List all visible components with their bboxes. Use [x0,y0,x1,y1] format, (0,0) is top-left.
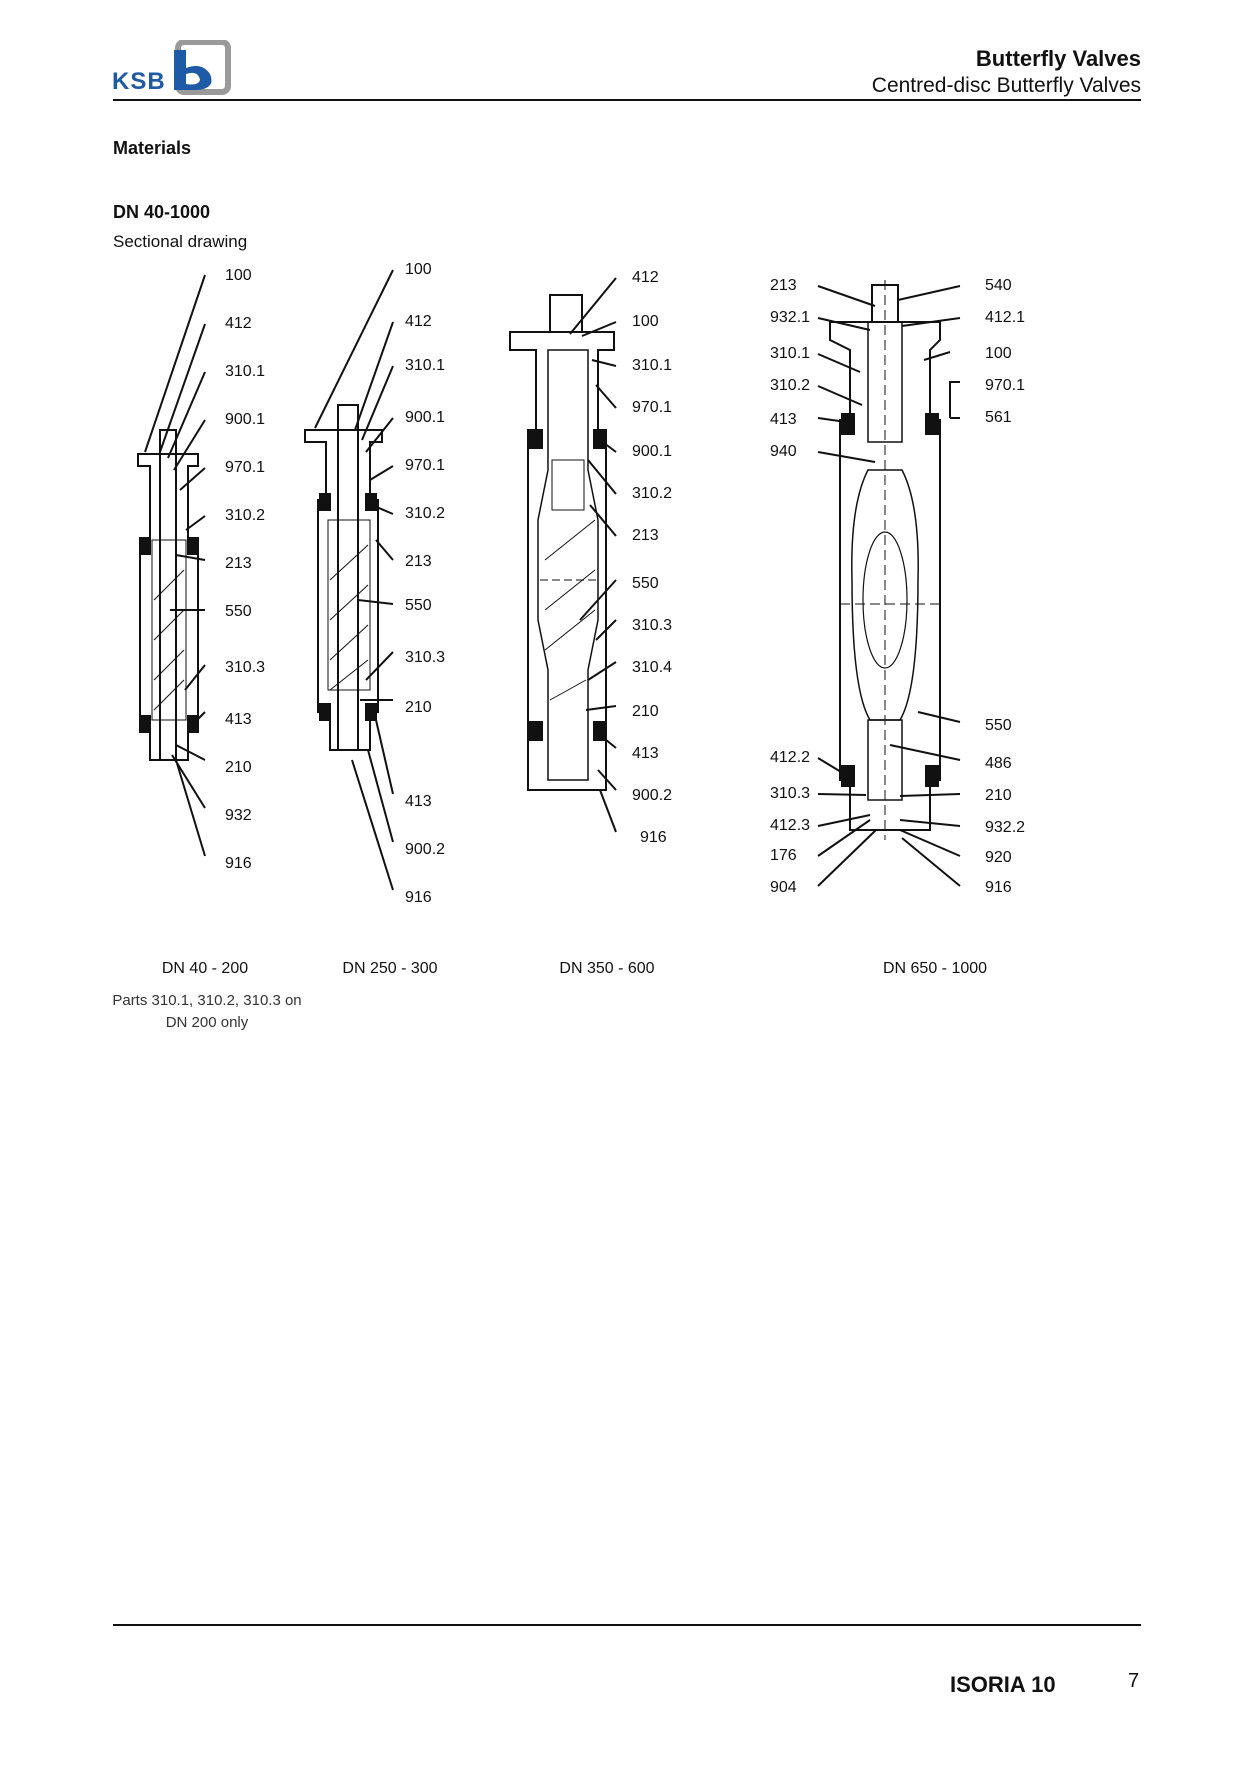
part-label: 213 [770,277,797,294]
part-label: 904 [770,879,797,896]
part-label: 970.1 [405,457,446,474]
drawing-dn250-300 [305,270,393,890]
part-label: 550 [225,603,252,620]
part-label: 310.2 [405,505,446,522]
part-label: 932.1 [770,309,811,326]
footer-product-name: ISORIA 10 [950,1672,1056,1697]
drawing-dn350-600 [510,278,616,832]
part-label: 932.2 [985,819,1026,836]
part-label: 210 [405,699,432,716]
drawing-dn650-1000 [818,280,960,886]
part-label: 916 [985,879,1012,896]
page-number: 7 [1128,1670,1140,1692]
part-label: 310.3 [632,617,673,634]
part-label: 413 [770,411,797,428]
part-label: 486 [985,755,1012,772]
part-label: 310.2 [770,377,811,394]
drawing-label-dn250-300: DN 250 - 300 [342,960,438,977]
range-title: DN 40-1000 [113,202,211,222]
part-label: 310.2 [225,507,266,524]
part-label: 550 [985,717,1012,734]
part-label: 550 [632,575,659,592]
part-label: 213 [632,527,659,544]
part-label: 970.1 [985,377,1026,394]
drawing-caption: Sectional drawing [113,232,248,251]
part-label: 413 [632,745,659,762]
footer-rule [113,1624,1141,1626]
part-label: 900.2 [632,787,673,804]
section-title: Materials [113,138,192,158]
part-label: 916 [405,889,432,906]
part-label: 550 [405,597,432,614]
drawing-note: Parts 310.1, 310.2, 310.3 on DN 200 only [112,992,302,1031]
part-label: 210 [632,703,659,720]
drawing-label-dn650-1000: DN 650 - 1000 [882,960,988,977]
part-label: 412.2 [770,749,811,766]
part-label: 310.1 [405,357,446,374]
part-label: 310.3 [770,785,811,802]
part-label: 413 [225,711,252,728]
part-label: 310.3 [405,649,446,666]
part-label: 310.1 [225,363,266,380]
part-label: 310.2 [632,485,673,502]
part-label: 412 [225,315,252,332]
part-label: 310.1 [632,357,673,374]
part-label: 920 [985,849,1012,866]
part-label: 900.1 [632,443,673,460]
part-label: 900.1 [405,409,446,426]
part-label: 213 [405,553,432,570]
part-label: 940 [770,443,797,460]
part-label: 100 [405,261,432,278]
part-label: 100 [985,345,1012,362]
part-label: 413 [405,793,432,810]
part-label: 412 [632,269,659,286]
part-label: 412 [405,313,432,330]
part-label: 970.1 [225,459,266,476]
drawing-dn40-200 [138,275,205,856]
document-subtitle: Centred-disc Butterfly Valves [871,74,1141,97]
part-label: 412.3 [770,817,811,834]
document-title: Butterfly Valves [975,46,1141,71]
part-label: 310.4 [632,659,673,676]
part-label: 310.1 [770,345,811,362]
part-label: 310.3 [225,659,266,676]
part-label: 412.1 [985,309,1026,326]
part-label: 176 [770,847,797,864]
drawing-label-dn40-200: DN 40 - 200 [161,960,249,977]
part-label: 540 [985,277,1012,294]
part-label: 210 [985,787,1012,804]
part-label: 561 [985,409,1012,426]
part-label: 213 [225,555,252,572]
part-label: 900.2 [405,841,446,858]
part-label: 916 [225,855,252,872]
part-label: 900.1 [225,411,266,428]
part-label: 100 [225,267,252,284]
logo-wordmark: KSB [112,68,166,95]
part-label: 970.1 [632,399,673,416]
part-label: 932 [225,807,252,824]
part-label: 210 [225,759,252,776]
drawing-label-dn350-600: DN 350 - 600 [559,960,655,977]
part-label: 916 [640,829,667,846]
part-label: 100 [632,313,659,330]
